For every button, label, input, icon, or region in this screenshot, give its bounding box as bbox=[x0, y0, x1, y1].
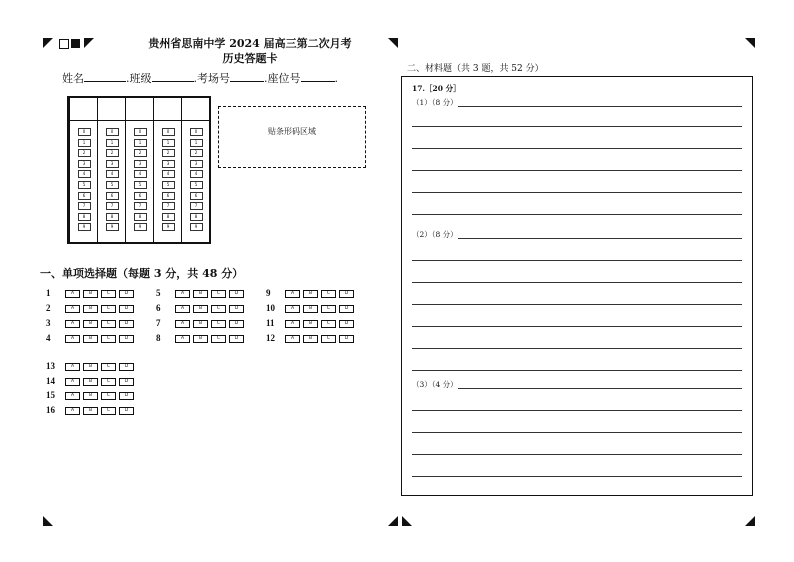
id-digit-bubble[interactable]: 0 bbox=[106, 128, 119, 136]
question-number: 14 bbox=[46, 375, 55, 386]
question-number: 9 bbox=[266, 288, 271, 298]
question-number: 6 bbox=[156, 303, 161, 313]
option-bubble[interactable]: A bbox=[175, 335, 190, 343]
corner-marker-top-center bbox=[388, 38, 398, 48]
id-digit-bubble[interactable]: 3 bbox=[162, 160, 175, 168]
option-bubble[interactable]: A bbox=[175, 320, 190, 328]
name-field[interactable] bbox=[84, 71, 126, 82]
part-label: （3）（4 分） bbox=[412, 380, 458, 389]
option-bubble[interactable]: B bbox=[83, 335, 98, 343]
option-bubble[interactable]: C bbox=[101, 305, 116, 313]
id-digit-bubble[interactable]: 2 bbox=[162, 149, 175, 157]
option-bubble[interactable]: C bbox=[321, 290, 336, 298]
answer-panel bbox=[401, 76, 753, 496]
answer-line[interactable] bbox=[412, 192, 742, 193]
student-id-column bbox=[69, 98, 97, 242]
option-bubble[interactable]: D bbox=[119, 290, 134, 298]
option-bubble[interactable]: B bbox=[83, 363, 98, 371]
id-digit-bubble[interactable]: 4 bbox=[106, 170, 119, 178]
question-number: 16 bbox=[46, 404, 55, 415]
option-bubble[interactable]: B bbox=[83, 407, 98, 415]
section2-title: 二、材料题（共 3 题，共 52 分） bbox=[407, 64, 544, 74]
question-number: 8 bbox=[156, 333, 161, 343]
corner-marker-top-left-2 bbox=[84, 38, 94, 48]
id-digit-bubble[interactable]: 5 bbox=[190, 181, 203, 189]
option-bubble[interactable]: D bbox=[229, 305, 244, 313]
corner-marker-bottom-center-left bbox=[388, 516, 398, 526]
option-bubble[interactable]: A bbox=[65, 363, 80, 371]
option-bubble[interactable]: C bbox=[211, 320, 226, 328]
option-bubble[interactable]: C bbox=[101, 378, 116, 386]
id-digit-bubble[interactable]: 3 bbox=[134, 160, 147, 168]
question-number: 12 bbox=[266, 333, 275, 343]
id-digit-bubble[interactable]: 5 bbox=[134, 181, 147, 189]
id-digit-bubble[interactable]: 6 bbox=[134, 192, 147, 200]
page-title: 贵州省思南中学 2024 届高三第二次月考 bbox=[148, 37, 352, 50]
option-bubble[interactable]: B bbox=[83, 320, 98, 328]
answer-line[interactable] bbox=[412, 370, 742, 371]
option-bubble[interactable]: C bbox=[211, 290, 226, 298]
id-digit-bubble[interactable]: 6 bbox=[106, 192, 119, 200]
id-digit-bubble[interactable]: 9 bbox=[190, 223, 203, 231]
option-bubble[interactable]: D bbox=[339, 320, 354, 328]
option-bubble[interactable]: D bbox=[119, 407, 134, 415]
option-bubble[interactable]: A bbox=[65, 320, 80, 328]
question-number: 3 bbox=[46, 318, 51, 328]
answer-line[interactable] bbox=[412, 170, 742, 171]
option-bubble[interactable]: A bbox=[65, 290, 80, 298]
option-bubble[interactable]: C bbox=[321, 335, 336, 343]
student-id-column bbox=[97, 98, 125, 242]
id-digit-bubble[interactable]: 9 bbox=[134, 223, 147, 231]
id-digit-bubble[interactable]: 7 bbox=[190, 202, 203, 210]
option-bubble[interactable]: D bbox=[119, 363, 134, 371]
answer-line[interactable] bbox=[412, 282, 742, 283]
corner-marker-bottom-center-right bbox=[402, 516, 412, 526]
exam-room-label: .考场号 bbox=[193, 72, 230, 85]
id-digit-bubble[interactable]: 3 bbox=[78, 160, 91, 168]
option-bubble[interactable]: C bbox=[211, 305, 226, 313]
id-digit-bubble[interactable]: 4 bbox=[190, 170, 203, 178]
option-bubble[interactable]: A bbox=[285, 320, 300, 328]
id-digit-bubble[interactable]: 2 bbox=[78, 149, 91, 157]
corner-marker-bottom-right bbox=[745, 516, 755, 526]
id-digit-bubble[interactable]: 1 bbox=[134, 139, 147, 147]
option-bubble[interactable]: D bbox=[339, 335, 354, 343]
answer-line[interactable] bbox=[412, 348, 742, 349]
id-digit-bubble[interactable]: 1 bbox=[78, 139, 91, 147]
id-digit-bubble[interactable]: 6 bbox=[190, 192, 203, 200]
option-bubble[interactable]: A bbox=[175, 290, 190, 298]
id-digit-bubble[interactable]: 9 bbox=[78, 223, 91, 231]
answer-line[interactable] bbox=[412, 304, 742, 305]
id-digit-bubble[interactable]: 2 bbox=[106, 149, 119, 157]
corner-marker-bottom-left bbox=[43, 516, 53, 526]
question-number: 2 bbox=[46, 303, 51, 313]
question-number: 13 bbox=[46, 361, 55, 371]
id-digit-bubble[interactable]: 1 bbox=[162, 139, 175, 147]
option-bubble[interactable]: D bbox=[339, 305, 354, 313]
question-number: 1 bbox=[46, 288, 51, 298]
corner-marker-top-right bbox=[745, 38, 755, 48]
id-digit-bubble[interactable]: 7 bbox=[134, 202, 147, 210]
id-digit-bubble[interactable]: 9 bbox=[106, 223, 119, 231]
id-digit-bubble[interactable]: 7 bbox=[78, 202, 91, 210]
answer-line[interactable] bbox=[412, 326, 742, 327]
option-bubble[interactable]: C bbox=[101, 392, 116, 400]
option-bubble[interactable]: B bbox=[193, 290, 208, 298]
answer-line[interactable] bbox=[454, 388, 742, 389]
answer-line[interactable] bbox=[454, 106, 742, 107]
id-digit-bubble[interactable]: 8 bbox=[190, 213, 203, 221]
option-bubble[interactable]: B bbox=[83, 305, 98, 313]
name-label: 姓名 bbox=[62, 72, 84, 85]
corner-marker-top-left bbox=[43, 38, 53, 48]
seat-field[interactable] bbox=[301, 71, 335, 82]
id-digit-bubble[interactable]: 8 bbox=[106, 213, 119, 221]
student-id-column bbox=[125, 98, 153, 242]
option-bubble[interactable]: B bbox=[303, 290, 318, 298]
exam-room-field[interactable] bbox=[230, 71, 264, 82]
option-bubble[interactable]: A bbox=[65, 335, 80, 343]
option-bubble[interactable]: A bbox=[65, 407, 80, 415]
option-bubble[interactable]: C bbox=[101, 363, 116, 371]
option-bubble[interactable]: B bbox=[303, 320, 318, 328]
id-digit-bubble[interactable]: 2 bbox=[190, 149, 203, 157]
option-bubble[interactable]: A bbox=[65, 305, 80, 313]
id-digit-bubble[interactable]: 1 bbox=[106, 139, 119, 147]
question-number: 4 bbox=[46, 333, 51, 343]
id-digit-bubble[interactable]: 4 bbox=[134, 170, 147, 178]
option-bubble[interactable]: D bbox=[229, 320, 244, 328]
answer-line[interactable] bbox=[412, 432, 742, 433]
option-bubble[interactable]: D bbox=[119, 320, 134, 328]
option-bubble[interactable]: A bbox=[285, 335, 300, 343]
option-bubble[interactable]: C bbox=[101, 407, 116, 415]
end-dot: . bbox=[334, 72, 338, 85]
option-bubble[interactable]: B bbox=[303, 335, 318, 343]
option-bubble[interactable]: C bbox=[321, 305, 336, 313]
option-bubble[interactable]: C bbox=[321, 320, 336, 328]
answer-line[interactable] bbox=[412, 454, 742, 455]
option-bubble[interactable]: D bbox=[119, 378, 134, 386]
option-bubble[interactable]: D bbox=[119, 305, 134, 313]
class-field[interactable] bbox=[152, 71, 194, 82]
id-digit-bubble[interactable]: 5 bbox=[162, 181, 175, 189]
option-bubble[interactable]: C bbox=[211, 335, 226, 343]
answer-line[interactable] bbox=[412, 410, 742, 411]
id-digit-bubble[interactable]: 3 bbox=[106, 160, 119, 168]
id-digit-bubble[interactable]: 8 bbox=[162, 213, 175, 221]
option-bubble[interactable]: B bbox=[193, 305, 208, 313]
id-digit-bubble[interactable]: 4 bbox=[162, 170, 175, 178]
answer-line[interactable] bbox=[412, 126, 742, 127]
option-bubble[interactable]: B bbox=[83, 392, 98, 400]
student-id-grid bbox=[67, 96, 211, 244]
id-digit-bubble[interactable]: 9 bbox=[162, 223, 175, 231]
answer-line[interactable] bbox=[412, 214, 742, 215]
option-bubble[interactable]: A bbox=[175, 305, 190, 313]
id-digit-bubble[interactable]: 4 bbox=[78, 170, 91, 178]
id-digit-bubble[interactable]: 7 bbox=[162, 202, 175, 210]
class-label: .班级 bbox=[126, 72, 152, 85]
option-bubble[interactable]: B bbox=[193, 335, 208, 343]
option-bubble[interactable]: B bbox=[303, 305, 318, 313]
id-digit-bubble[interactable]: 0 bbox=[162, 128, 175, 136]
id-digit-bubble[interactable]: 6 bbox=[78, 192, 91, 200]
question-17-title: 17.［20 分］ bbox=[412, 84, 461, 93]
answer-line[interactable] bbox=[412, 148, 742, 149]
option-bubble[interactable]: A bbox=[285, 305, 300, 313]
option-bubble[interactable]: C bbox=[101, 320, 116, 328]
id-digit-bubble[interactable]: 5 bbox=[78, 181, 91, 189]
option-bubble[interactable]: D bbox=[229, 335, 244, 343]
question-number: 10 bbox=[266, 303, 275, 313]
option-bubble[interactable]: B bbox=[193, 320, 208, 328]
marker-square-filled bbox=[71, 39, 80, 48]
id-digit-bubble[interactable]: 7 bbox=[106, 202, 119, 210]
answer-line[interactable] bbox=[454, 238, 742, 239]
option-bubble[interactable]: B bbox=[83, 378, 98, 386]
student-id-column bbox=[153, 98, 181, 242]
part-label: （1）（8 分） bbox=[412, 98, 458, 107]
question-number: 7 bbox=[156, 318, 161, 328]
part-label: （2）（8 分） bbox=[412, 230, 458, 239]
section1-title: 一、单项选择题（每题 3 分，共 48 分） bbox=[40, 267, 244, 280]
answer-line[interactable] bbox=[412, 476, 742, 477]
question-number: 15 bbox=[46, 390, 55, 400]
id-digit-bubble[interactable]: 1 bbox=[190, 139, 203, 147]
id-digit-bubble[interactable]: 8 bbox=[78, 213, 91, 221]
id-digit-bubble[interactable]: 0 bbox=[190, 128, 203, 136]
student-id-column bbox=[181, 98, 209, 242]
option-bubble[interactable]: A bbox=[65, 392, 80, 400]
option-bubble[interactable]: D bbox=[229, 290, 244, 298]
id-digit-bubble[interactable]: 6 bbox=[162, 192, 175, 200]
marker-square-open bbox=[59, 39, 69, 49]
student-info-line bbox=[62, 70, 338, 86]
id-digit-bubble[interactable]: 0 bbox=[134, 128, 147, 136]
option-bubble[interactable]: A bbox=[65, 378, 80, 386]
option-bubble[interactable]: B bbox=[83, 290, 98, 298]
question-number: 5 bbox=[156, 288, 161, 298]
page-subtitle: 历史答题卡 bbox=[222, 52, 278, 65]
option-bubble[interactable]: A bbox=[285, 290, 300, 298]
id-digit-bubble[interactable]: 0 bbox=[78, 128, 91, 136]
id-digit-bubble[interactable]: 5 bbox=[106, 181, 119, 189]
question-number: 11 bbox=[266, 318, 275, 328]
option-bubble[interactable]: C bbox=[101, 290, 116, 298]
id-digit-bubble[interactable]: 2 bbox=[134, 149, 147, 157]
answer-line[interactable] bbox=[412, 260, 742, 261]
option-bubble[interactable]: C bbox=[101, 335, 116, 343]
id-digit-bubble[interactable]: 3 bbox=[190, 160, 203, 168]
seat-label: .座位号 bbox=[264, 72, 301, 85]
option-bubble[interactable]: D bbox=[339, 290, 354, 298]
barcode-area: 贴条形码区域 bbox=[218, 106, 366, 168]
option-bubble[interactable]: D bbox=[119, 392, 134, 400]
option-bubble[interactable]: D bbox=[119, 335, 134, 343]
id-digit-bubble[interactable]: 8 bbox=[134, 213, 147, 221]
